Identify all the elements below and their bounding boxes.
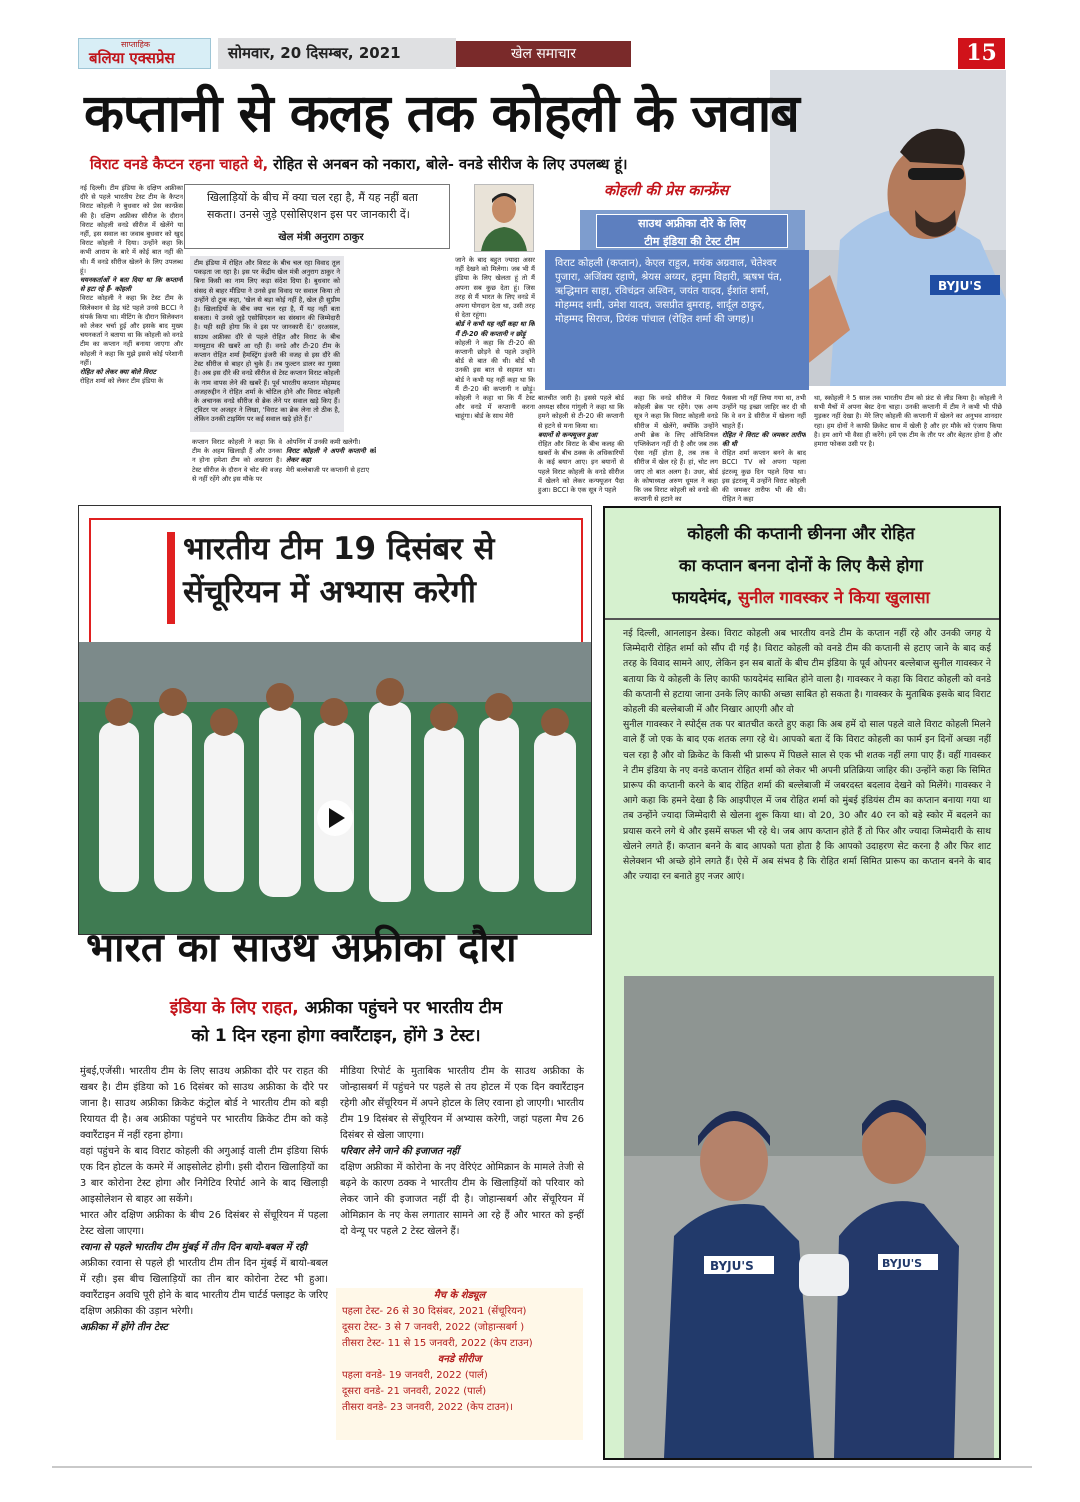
- schedule-odi-3: तीसरा वनडे- 23 जनवरी, 2022 (केप टाउन)।: [342, 1402, 514, 1413]
- col3b-paragraph-2: मेरी बल्लेबाजी पर कप्तानी से हटाए: [286, 465, 370, 474]
- sa-left-paragraph-2: वहां पहुंचने के बाद विराट कोहली की अगुआई वाली टीम इंडिया सिर्फ एक दिन होटल के कमरे में आइसोलेट होगी। इसी दौरान खिलाड़ियों का 3 बार कोरोना टेस्ट होगा और निगेटिव रिपोर्ट आने के बाद खिलाड़ी आइसोलेशन से बाहर आ सकेंगे।: [80, 1146, 328, 1205]
- gavaskar-body: [623, 626, 991, 884]
- team-photo-image: [79, 642, 591, 934]
- sa-left-paragraph-3: भारत और दक्षिण अफ्रीका के बीच 26 दिसंबर से सेंचूरियन में पहला टेस्ट खेला जाएगा।: [80, 1210, 328, 1237]
- practice-banner: [89, 518, 583, 644]
- sa-left-subhead-2: अफ्रीका में होंगे तीन टेस्ट: [80, 1322, 168, 1333]
- team-illustration: [79, 642, 591, 934]
- schedule-odi-2: दूसरा वनडे- 21 जनवरी, 2022 (पार्ल): [342, 1386, 487, 1397]
- logo-tagline: साप्ताहिक: [121, 40, 151, 49]
- test-team-box: [545, 250, 809, 390]
- col3b-subhead: विराट कोहली ने अपनी कप्तानी को लेकर कहा: [286, 447, 376, 465]
- svg-text:BYJU'S: BYJU'S: [710, 1259, 754, 1273]
- issue-date: सोमवार, 20 दिसम्बर, 2021: [228, 44, 401, 62]
- sa-tour-subheadline: [86, 994, 586, 1050]
- rohit-kohli-photo: [624, 976, 994, 1458]
- sa-left-subhead-1: रवाना से पहले भारतीय टीम मुंबई में तीन दिन बायो-बबल में रही: [80, 1242, 307, 1253]
- lead-column-5: [538, 394, 624, 504]
- gavaskar-headline-line-3: [623, 582, 979, 614]
- col1-subhead-2: रोहित को लेकर क्या बोले विराट: [80, 368, 156, 377]
- lead-column-8: था, स्कोहली ने 5 साल तक भारतीय टीम को फ्रंट से लीड किया है। कोहली ने सभी मैचों में अपना बेस्ट देना चाहा। उनकी कप्तानी में टीम ने कभी भी पीछे मुड़कर नहीं देखा है। मेरे लिए कोहली की कप्तानी में खेलने का अनुभव शानदार रहा। हम दोनों ने काफी क्रिकेट साथ में खेली है और हर मौके को एंजाय किया है। हम आगे भी वैसा ही करेंगे। हमें एक टीम के तौर पर और बेहतर होना है और हमारा फोकस उसी पर है।: [814, 394, 1002, 449]
- gavaskar-headline-black: फायदेमंद,: [672, 588, 733, 607]
- col1-paragraph: नई दिल्ली। टीम इंडिया के दक्षिण अफ्रीका दौरे से पहले भारतीय टेस्ट टीम के कैप्टन विराट कोहली ने बुधवार को प्रेस कान्फ्रेंस की है। दक्षिण अफ्रीका सीरीज के दौरान विराट कोहली वनडे सीरीज में खेलेंगे या नहीं, इस सवाल का जवाब बुधवार को खुद विराट कोहली ने दिया। उन्होंने कहा कि कभी आराम के बारे में कोई बात नहीं की थी। मैं वनडे सीरीज खेलने के लिए उपलब्ध हूं।: [80, 184, 183, 275]
- masthead: [78, 38, 1005, 69]
- col3b-paragraph: ओपनिंग में उनकी कमी खलेगी।: [286, 438, 361, 446]
- practice-title: [183, 528, 579, 614]
- schedule-test-3: तीसरा टेस्ट- 11 से 15 जनवरी, 2022 (केप टाउन): [342, 1338, 533, 1349]
- section-label: खेल समाचार: [456, 41, 631, 67]
- svg-text:BYJU'S: BYJU'S: [938, 279, 982, 293]
- minister-photo: [474, 184, 534, 252]
- gavaskar-headline-line-2: का कप्तान बनना दोनों के लिए कैसे होगा: [679, 556, 923, 575]
- sa-sub-red: इंडिया के लिए राहत,: [169, 998, 299, 1018]
- page-bottom-rule: [52, 1466, 1032, 1468]
- practice-title-line-2: सेंचूरियन में अभ्यास करेगी: [183, 574, 476, 610]
- schedule-title: मैच के शेड्यूल: [433, 1290, 486, 1301]
- lead-column-3b: [286, 438, 376, 504]
- main-subheadline: [90, 154, 830, 174]
- sa-right-subhead: परिवार लेने जाने की इजाजत नहीं: [340, 1146, 460, 1157]
- rohit-kohli-illustration: [624, 976, 994, 1458]
- lead-column-4: [455, 256, 535, 504]
- col4-subhead: बोर्ड ने कभी यह नहीं कहा था कि मैं टी-20 की कप्तानी न छोड़ूं: [455, 320, 535, 338]
- sa-tour-headline: भारत का साउथ अफ्रीका दौरा: [86, 925, 517, 971]
- test-team-title-line-1: साउथ अफ्रीका दौरे के लिए: [638, 217, 746, 230]
- col5-paragraph-2: रोहित और विराट के बीच कलह की खबरों के बीच ठक्क के अधिकारियों के कई बयान आए। इन बयानों से पहले विराट कोहली के वनडे सीरीज में खेलने को लेकर कन्फ्यूजन पैदा हुआ। BCCI के एक सूत्र ने पहले: [538, 440, 624, 495]
- lead-column-1: [80, 184, 183, 502]
- lead-column-6: कहा कि वनडे सीरीज में विराट कोहली ब्रेक पर रहेंगे। एक अन्य सूत्र ने कहा कि विराट कोहली वनडे सीरीज में खेलेंगे, क्योंकि उन्होंने अभी ब्रेक के लिए ऑफिशियल एप्लिकेशन नहीं दी है और जब तक ऐसा नहीं होता है, तब तक वे सीरीज में खेल रहे हैं। हां, चोट लग जाए तो बात अलग है। उधर, बोर्ड के कोषाध्यक्ष अरुण धूमल ने कहा कि जब विराट कोहली को वनडे की कप्तानी से हटाने का: [634, 394, 718, 504]
- gavaskar-headline-line-1: कोहली की कप्तानी छीनना और रोहित: [687, 524, 915, 543]
- gavaskar-paragraph-2: सुनील गावस्कर ने स्पोर्ट्स तक पर बातचीत करते हुए कहा कि अब हमें दो साल पहले वाले विराट कोहली मिलने वाले हैं जो एक के बाद एक शतक लगा रहे थे। आपको बता दें कि विराट कोहली का फार्म इन दिनों अच्छा नहीं चल रहा है और वो क्रिकेट के किसी भी प्रारूप में पिछले साल से एक भी शतक नहीं लगा पाए हैं। वहीं गावस्कर ने टीम इंडिया के नए वनडे कप्तान रोहित शर्मा को लेकर भी अपनी प्रतिक्रिया जाहिर की। उन्होंने कहा कि सिमित प्रारूप की कप्तानी करने के बाद रोहित शर्मा की बल्लेबाजी में जबरदस्त बदलाव देखने को मिलेंगे। गावस्कर ने आगे कहा कि हमने देखा है कि आइपीएल में जब रोहित शर्मा को मुंबई इंडियंस टीम का कप्तान बनाया गया था तब उन्होंने ज्यादा जिम्मेदारी से खेलना शुरू किया था। वो 20, 30 और 40 रन को बड़े स्कोर में बदलने का प्रयास करने लगे थे और इसमें सफल भी रहे थे। जब आप कप्तान होते हैं तो फिर और ज्यादा जिम्मेदारी के साथ खेलने लगते हैं। कप्तान बनने के बाद आपको पता होता है कि आपको उदाहरण सेट करना है और फिर शाट सेलेक्शन भी अच्छे होने लगते हैं। ऐसे में अब संभव है कि रोहित शर्मा सिमित प्रारूप का कप्तान बनने के बाद और ज्यादा रन बनाते हुए नजर आएं।: [623, 719, 991, 883]
- newspaper-logo: [78, 38, 211, 69]
- col7-subhead: रोहित ने विराट की जमकर तारीफ की थी: [722, 430, 806, 449]
- subheadline-red: विराट वनडे कैप्टन रहना चाहते थे,: [90, 157, 269, 173]
- sa-right-column: [340, 1064, 584, 1286]
- minister-quote-box: [184, 184, 450, 249]
- minister-illustration: [475, 185, 533, 251]
- col4-paragraph-2: कोहली ने कहा कि टी-20 की कप्तानी छोड़ने से पहले उन्होंने बोर्ड से बात की थी। बोर्ड भी उनकी इस बात से सहमत था। बोर्ड ने कभी यह नहीं कहा था कि मैं टी-20 की कप्तानी न छोड़ूं। कोहली ने कहा था कि मैं टेस्ट और वनडे में कप्तानी करना चाहूंगा। बोर्ड के साथ मेरी: [455, 338, 535, 421]
- odi-title: वनडे सीरीज: [437, 1354, 482, 1365]
- sa-left-paragraph-4: अफ्रीका रवाना से पहले ही भारतीय टीम तीन दिन मुंबई में बायो-बबल में रही। इस बीच खिलाड़ियों का तीन बार कोरोना टेस्ट भी हुआ। क्वारैंटाइन अवधि पूरी होने के बाद भारतीय टीम चार्टर्ड फ्लाइट के जरिए दक्षिण अफ्रीका की उड़ान भरेगी।: [80, 1258, 328, 1317]
- test-team-players: विराट कोहली (कप्तान), केएल राहुल, मयंक अग्रवाल, चेतेश्वर पुजारा, अजिंक्य रहाणे, श्रेयस अय्यर, हनुमा विहारी, ऋषभ पंत, ऋद्धिमान साहा, रविचंद्रन अश्विन, जयंत यादव, ईशांत शर्मा, मोहम्मद शमी, उमेश यादव, जसप्रीत बुमराह, शार्दूल ठाकुर, मोहम्मद सिराज, प्रियंक पांचाल (रोहित शर्मा की जगह)।: [555, 258, 783, 325]
- test-team-title-frame: [596, 214, 788, 248]
- col7-paragraph-2: रोहित शर्मा कप्तान बनने के बाद BCCI TV को अपना पहला इंटरव्यू कुछ दिन पहले दिया था। इस इंटरव्यू में उन्होंने विराट कोहली की जमकर तारीफ भी की थी। रोहित ने कहा: [722, 449, 806, 504]
- subheadline-black: रोहित से अनबन को नकारा, बोले- वनडे सीरीज के लिए उपलब्ध हूं।: [268, 157, 628, 173]
- page-number: 15: [958, 38, 1005, 69]
- col5-subhead: बयानों से कन्फ्यूजन हुआ: [538, 430, 598, 439]
- logo-title: बलिया एक्सप्रेस: [89, 49, 175, 67]
- sa-sub-line-2: को 1 दिन रहना होगा क्वारैंटाइन, होंगे 3 टेस्ट।: [191, 1026, 481, 1046]
- test-team-title-line-2: टीम इंडिया की टेस्ट टीम: [644, 235, 740, 248]
- banner-accent-bar: [167, 532, 175, 624]
- gavaskar-paragraph-1: नई दिल्ली, आनलाइन डेस्क। विराट कोहली अब भारतीय वनडे टीम के कप्तान नहीं रहे और उनकी जगह ये जिम्मेदारी रोहित शर्मा को सौंप दी गई है। विराट कोहली को वनडे टीम की कप्तानी से हटाए जाने के बाद कई तरह के विवाद सामने आए, लेकिन इन सब बातों के बीच टीम इंडिया के पूर्व ओपनर बल्लेबाज सुनील गावस्कर ने बताया कि ये कोहली के लिए काफी फायदेमंद साबित होने वाला है। गावस्कर ने कहा कि विराट कोहली को वनडे की कप्तानी से हटाया जाना उनके लिए काफी अच्छा साबित हो सकता है। गावस्कर के मुताबिक इसके बाद विराट कोहली की बल्लेबाजी में और निखार आएगी और वो: [623, 628, 991, 716]
- schedule-test-1: पहला टेस्ट- 26 से 30 दिसंबर, 2021 (सेंचूरियन): [342, 1306, 527, 1317]
- team-practice-photo: [78, 505, 592, 935]
- gavaskar-story-box: [603, 506, 1001, 1460]
- col1-subhead: चयनकर्ताओं ने बता दिया था कि कप्तानी से हटा रहे हैं- कोहली: [80, 276, 183, 294]
- col1-paragraph-2: विराट कोहली ने कहा कि टेस्ट टीम के सिलेक्शन से डेढ़ घंटे पहले उनसे BCCI ने संपर्क किया था। मीटिंग के दौरान सिलेक्शन को लेकर चर्चा हुई और इसके बाद मुख्य चयनकर्ता ने बताया था कि कोहली को वनडे टीम का कप्तान नहीं बनाया जाएगा और कोहली ने कहा कि मुझे इससे कोई परेशानी नहीं।: [80, 294, 183, 367]
- sa-sub-black: अफ्रीका पहुंचने पर भारतीय टीम: [298, 998, 503, 1018]
- match-schedule: [336, 1288, 583, 1440]
- gavaskar-headline: [623, 518, 979, 614]
- gavaskar-headline-red: सुनील गावस्कर ने किया खुलासा: [732, 588, 930, 607]
- svg-text:BYJU'S: BYJU'S: [882, 1257, 923, 1270]
- quote-text: खिलाड़ियों के बीच में क्या चल रहा है, मैं यह नहीं बता सकता। उनसे जुड़े एसोसिएशन इस पर जानकारी दें।: [207, 191, 418, 221]
- schedule-odi-1: पहला वनडे- 19 जनवरी, 2022 (पार्ल): [342, 1370, 488, 1381]
- sa-left-paragraph-1: मुंबई,एजेंसी। भारतीय टीम के लिए साउथ अफ्रीका दौरे पर राहत की खबर है। टीम इंडिया को 16 दिसंबर को साउथ अफ्रीका के दौरे पर जाना है। साउथ अफ्रीका क्रिकेट कंट्रोल बोर्ड ने भारतीय टीम को बड़ी रियायत दी है। अब अफ्रीका पहुंचने पर भारतीय क्रिकेट टीम को कड़े क्वारैंटाइन में नहीं रहना होगा।: [80, 1066, 328, 1141]
- practice-title-line-1: भारतीय टीम 19 दिसंबर से: [183, 531, 495, 567]
- lead-column-7: [722, 394, 806, 504]
- gavaskar-divider: [605, 618, 999, 620]
- col7-paragraph: फैसला भी नहीं लिया गया था, तभी उन्होंने यह इच्छा जाहिर कर दी थी कि वे वन डे सीरीज में खेलना नहीं चाहते हैं।: [722, 394, 806, 430]
- main-headline: कप्तानी से कलह तक कोहली के जवाब: [84, 84, 799, 144]
- schedule-test-2: दूसरा टेस्ट- 3 से 7 जनवरी, 2022 (जोहान्सबर्ग ): [342, 1322, 525, 1333]
- date-box: [218, 38, 456, 69]
- anurag-thakur-story: टीम इंडिया में रोहित और विराट के बीच चल रहा विवाद तूल पकड़ता जा रहा है। इस पर केंद्रीय खेल मंत्री अनुराग ठाकुर ने बिना किसी का नाम लिए कड़ा संदेश दिया है। बुधवार को संसद से बाहर मीडिया ने उनसे इस विवाद पर सवाल किया तो उन्होंने दो टूक कहा, 'खेल से बड़ा कोई नहीं है, खेल ही सुप्रीम है। खिलाड़ियों के बीच क्या चल रहा है, मैं यह नहीं बता सकता। ये उनसे जुड़े एसोसिएशन का संस्थान की जिम्मेदारी है। यही सही होगा कि वे इस पर जानकारी दें।' दरअसल, साउथ अफ्रीका दौरे से पहले रोहित और विराट के बीच मनमुटाव की खबरें आ रही हैं। वनडे और टी-20 टीम के कप्तान रोहित शर्मा हैमस्ट्रिंग इंजरी की वजह से इस दौरे की टेस्ट सीरीज से बाहर हो चुके हैं। तब फुल्टन डालर का गुस्सा है। अब इस दौरे की वनडे सीरीज से टेस्ट कप्तान विराट कोहली के नाम वापस लेने की खबरें हैं। पूर्व भारतीय कप्तान मोहम्मद अजहरुद्दीन ने रोहित शर्मा के चोटिल होने और विराट कोहली के अचानक वनडे सीरीज से ब्रेक लेने पर सवाल खड़े किए हैं। ट्विटर पर अजहर ने लिखा, 'विराट का ब्रेक लेना तो ठीक है, लेकिन उनकी टाइमिंग पर कई सवाल खड़े होते हैं।': [190, 256, 344, 432]
- sa-right-paragraph-2: दक्षिण अफ्रीका में कोरोना के नए वेरिएंट ओमिक्रान के मामले तेजी से बढ़ने के कारण ठक्क ने भारतीय टीम के खिलाड़ियों को परिवार को लेकर जाने की इजाजत नहीं दी है। जोहान्सबर्ग और सेंचूरियन में ओमिक्रान के नए केस लगातार सामने आ रहे हैं और भारत को इन्हीं दो वेन्यू पर पहले 2 टेस्ट खेलने हैं।: [340, 1162, 584, 1237]
- quote-attribution: खेल मंत्री अनुराग ठाकुर: [278, 232, 364, 243]
- col4-paragraph: जाने के बाद बहुत ज्यादा असर नहीं देखने को मिलेगा। जब भी मैं इंडिया के लिए खेलता हूं तो मैं अपना सब कुछ देता हूं। जिस तरह से मैं भारत के लिए वनडे में अपना योगदान देता था, उसी तरह से देता रहूंगा।: [455, 256, 535, 320]
- test-team-title: [580, 210, 805, 250]
- col1-paragraph-3: रोहित शर्मा को लेकर टीम इंडिया के: [80, 377, 164, 386]
- press-conference-label: कोहली की प्रेस कान्फ्रेंस: [604, 183, 729, 199]
- col5-paragraph: बातचीत जारी है। इससे पहले बोर्ड अध्यक्ष सौरव गांगुली ने कहा था कि हमने कोहली से टी-20 की कप्तानी से हटने से मना किया था।: [538, 394, 624, 430]
- sa-right-paragraph-1: मीडिया रिपोर्ट के मुताबिक भारतीय टीम के साउथ अफ्रीका के जोन्हासबर्ग में पहुंचने पर पहले से तय होटल में एक दिन क्वारैंटाइन रहेगी और सेंचूरियन में अपने होटल के लिए रवाना हो जाएगी। भारतीय टीम 19 दिसंबर से सेंचूरियन में अभ्यास करेगी, जहां पहला मैच 26 दिसंबर से खेला जाएगा।: [340, 1066, 584, 1141]
- sa-left-column: [80, 1064, 328, 1444]
- lead-column-2b: कप्तान विराट कोहली ने कहा कि वे टीम के अहम खिलाड़ी हैं और उनका न होना हमेशा टीम को अखरता है। टेस्ट सीरीज के दौरान वे चोट की वजह से नहीं रहेंगे और इस मौके पर: [192, 438, 282, 483]
